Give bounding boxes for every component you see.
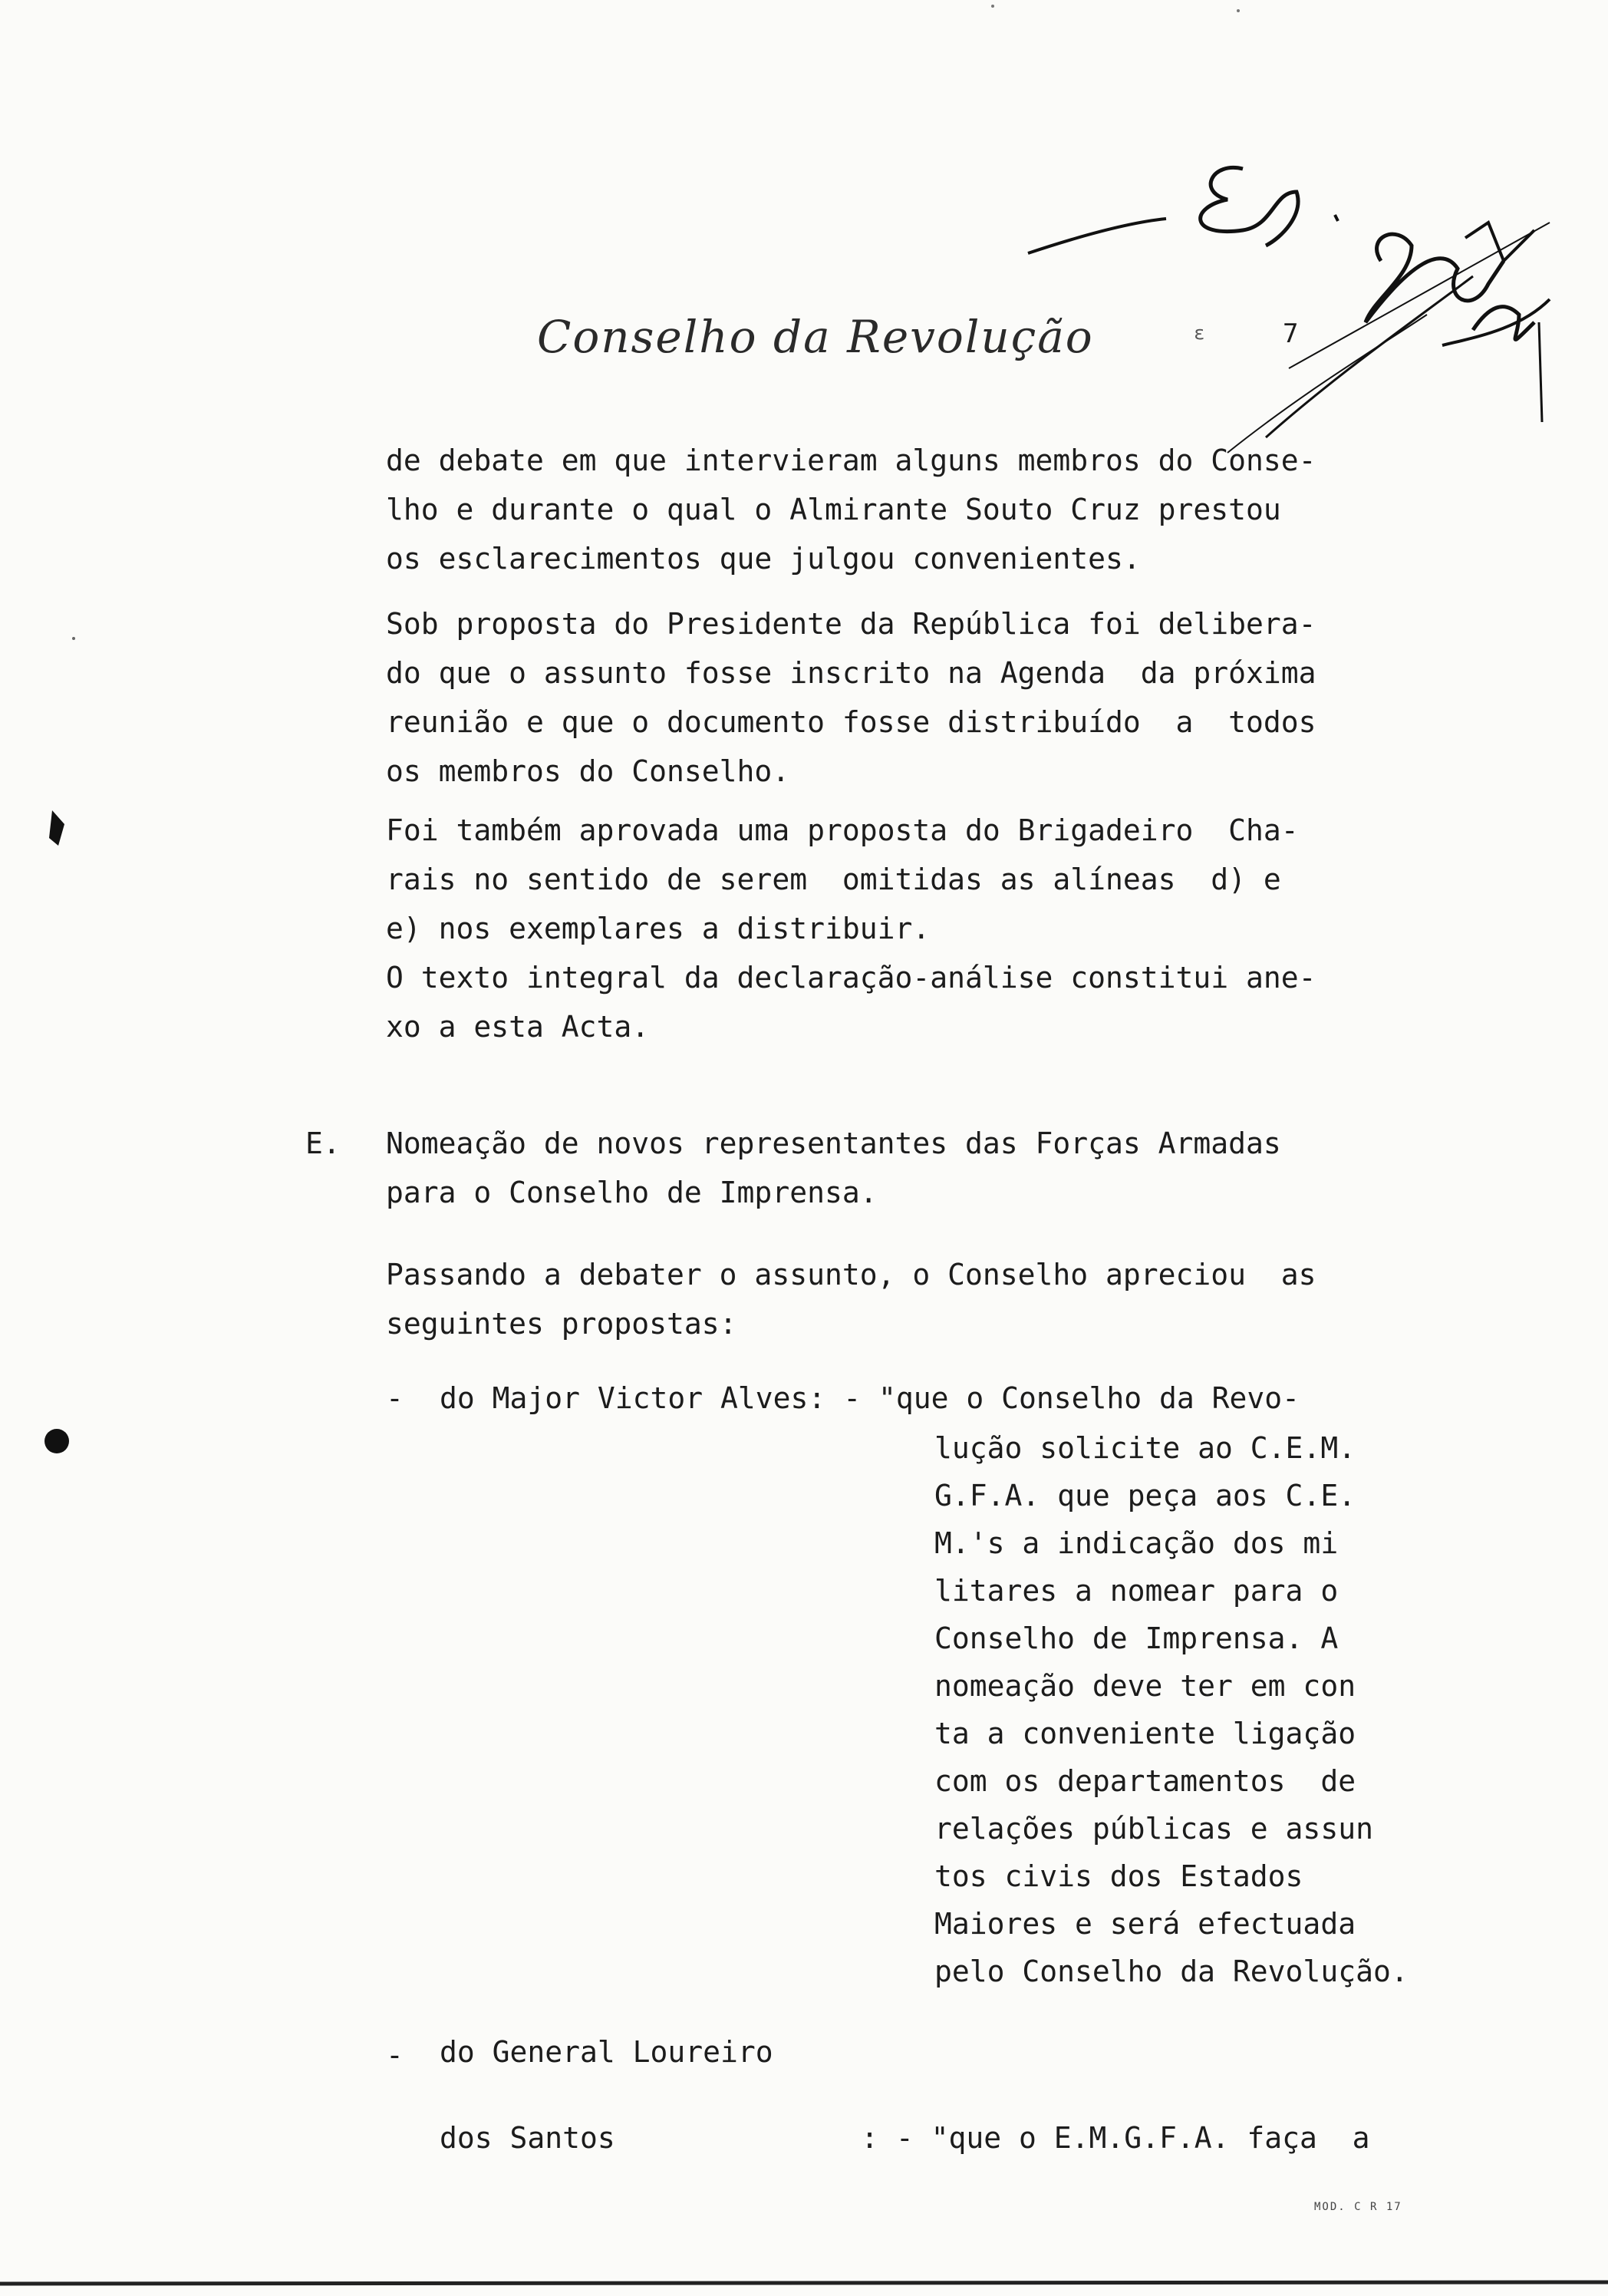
- item-title: Nomeação de novos representantes das Forças Armadas para o Conselho de Imprensa.: [386, 1127, 1281, 1209]
- bottom-edge-line: [0, 2282, 1608, 2284]
- proposal-quote: lução solicite ao C.E.M. G.F.A. que peça aos C.E. M.'s a indicação dos mi litares a nomear para o Conselho de Imprensa. A nomeação deve ter em con ta a conveniente ligação com os departamentos de relações públicas e assun tos civis dos Estados Maiores e será efectuada pelo Conselho da Revolução.: [934, 1431, 1409, 1988]
- page-mark: ε: [1194, 322, 1205, 344]
- proposal-dash: -: [386, 2038, 404, 2072]
- paragraph-debate: de debate em que intervieram alguns membros do Conse- lho e durante o qual o Almirante Souto Cruz prestou os esclarecimentos que julgou convenientes.: [386, 444, 1316, 576]
- paragraph-approval: Foi também aprovada uma proposta do Brigadeiro Cha- rais no sentido de serem omitidas as alíneas d) e e) nos exemplares a distribuir. O texto integral da declaração-análise constitui ane- xo a esta Acta.: [386, 813, 1316, 1044]
- punch-mark-top: [49, 810, 64, 846]
- proposal-author: do Major Victor Alves: - "que o Conselho da Revo-: [440, 1381, 1300, 1415]
- paragraph-proposal: Sob proposta do Presidente da República foi delibera- do que o assunto fosse inscrito na Agenda da próxima reunião e que o documento fosse distribuído a todos os membros do Conselho.: [386, 607, 1316, 788]
- item-intro: Passando a debater o assunto, o Conselho apreciou as seguintes propostas:: [386, 1258, 1316, 1341]
- form-code: MOD. C R 17: [1314, 2201, 1402, 2213]
- item-letter: E.: [305, 1127, 341, 1160]
- proposal-author: do General Loureiro dos Santos : - "que o E.M.G.F.A. faça a: [440, 2035, 1370, 2155]
- letterhead-title: Conselho da Revolução: [537, 311, 1094, 363]
- proposal-dash: -: [386, 1381, 404, 1415]
- page-number: 7: [1283, 318, 1299, 349]
- punch-mark-bottom: [44, 1429, 69, 1453]
- handwritten-signature: [1013, 146, 1565, 468]
